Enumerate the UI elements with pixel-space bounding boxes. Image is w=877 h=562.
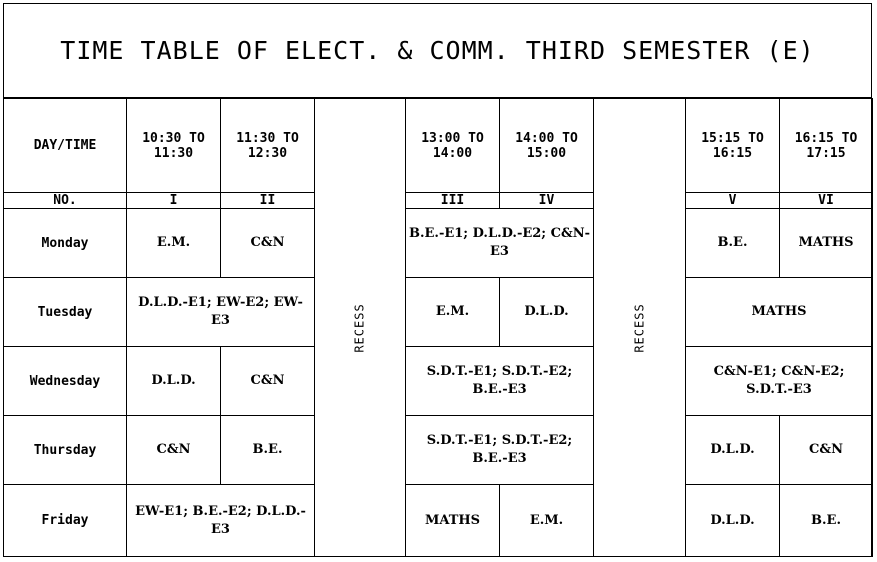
class-cell: E.M. <box>127 209 221 278</box>
slot-header <box>500 99 594 193</box>
class-cell: C&N <box>221 347 315 416</box>
period-number: VI <box>780 193 873 209</box>
slot-header <box>221 99 315 193</box>
class-cell: D.L.D. <box>686 416 780 485</box>
slot-from: 14:00 TO <box>515 130 578 146</box>
slot-to: 15:00 <box>526 145 567 161</box>
day-time-header: DAY/TIME <box>4 99 127 193</box>
class-cell: D.L.D.-E1; EW-E2; EW-E3 <box>127 278 315 347</box>
timetable <box>3 98 873 557</box>
slot-to: 17:15 <box>806 145 846 161</box>
day-label: Friday <box>4 485 127 557</box>
slot-from: 11:30 TO <box>236 130 299 146</box>
recess-label: RECESS <box>352 302 367 353</box>
day-row-monday <box>4 209 873 278</box>
slot-from: 16:15 TO <box>794 130 858 146</box>
day-row-tuesday <box>4 278 873 347</box>
class-cell: D.L.D. <box>686 485 780 557</box>
class-cell: E.M. <box>406 278 500 347</box>
slot-header <box>686 99 780 193</box>
day-row-thursday <box>4 416 873 485</box>
day-label: Thursday <box>4 416 127 485</box>
period-number: IV <box>500 193 594 209</box>
class-cell: MATHS <box>686 278 873 347</box>
recess-column <box>594 99 686 557</box>
slot-to: 11:30 <box>153 145 194 161</box>
day-row-friday <box>4 485 873 557</box>
class-cell: C&N-E1; C&N-E2; S.D.T.-E3 <box>686 347 873 416</box>
period-number: V <box>686 193 780 209</box>
slot-header <box>780 99 873 193</box>
class-cell: B.E. <box>780 485 873 557</box>
slot-from: 13:00 TO <box>421 130 484 146</box>
class-cell: B.E. <box>221 416 315 485</box>
day-row-wednesday <box>4 347 873 416</box>
slot-header <box>406 99 500 193</box>
class-cell: S.D.T.-E1; S.D.T.-E2; B.E.-E3 <box>406 347 594 416</box>
day-label: Monday <box>4 209 127 278</box>
class-cell: C&N <box>221 209 315 278</box>
class-cell: EW-E1; B.E.-E2; D.L.D.-E3 <box>127 485 315 557</box>
period-number-row <box>4 193 873 209</box>
class-cell: C&N <box>127 416 221 485</box>
slot-to: 12:30 <box>247 145 288 161</box>
class-cell: B.E.-E1; D.L.D.-E2; C&N-E3 <box>406 209 594 278</box>
class-cell: C&N <box>780 416 873 485</box>
header-row <box>4 99 873 193</box>
slot-from: 10:30 TO <box>142 130 205 146</box>
class-cell: D.L.D. <box>127 347 221 416</box>
class-cell: B.E. <box>686 209 780 278</box>
recess-label: RECESS <box>632 302 647 353</box>
slot-header <box>127 99 221 193</box>
class-cell: MATHS <box>780 209 873 278</box>
number-label: NO. <box>4 193 127 209</box>
class-cell: E.M. <box>500 485 594 557</box>
period-number: II <box>221 193 315 209</box>
page-title: TIME TABLE OF ELECT. & COMM. THIRD SEMESTER (E) <box>3 3 872 98</box>
recess-column <box>315 99 406 557</box>
slot-to: 16:15 <box>712 145 753 161</box>
period-number: I <box>127 193 221 209</box>
period-number: III <box>406 193 500 209</box>
day-label: Wednesday <box>4 347 127 416</box>
slot-from: 15:15 TO <box>701 130 764 146</box>
class-cell: S.D.T.-E1; S.D.T.-E2; B.E.-E3 <box>406 416 594 485</box>
slot-to: 14:00 <box>432 145 473 161</box>
class-cell: MATHS <box>406 485 500 557</box>
class-cell: D.L.D. <box>500 278 594 347</box>
day-label: Tuesday <box>4 278 127 347</box>
